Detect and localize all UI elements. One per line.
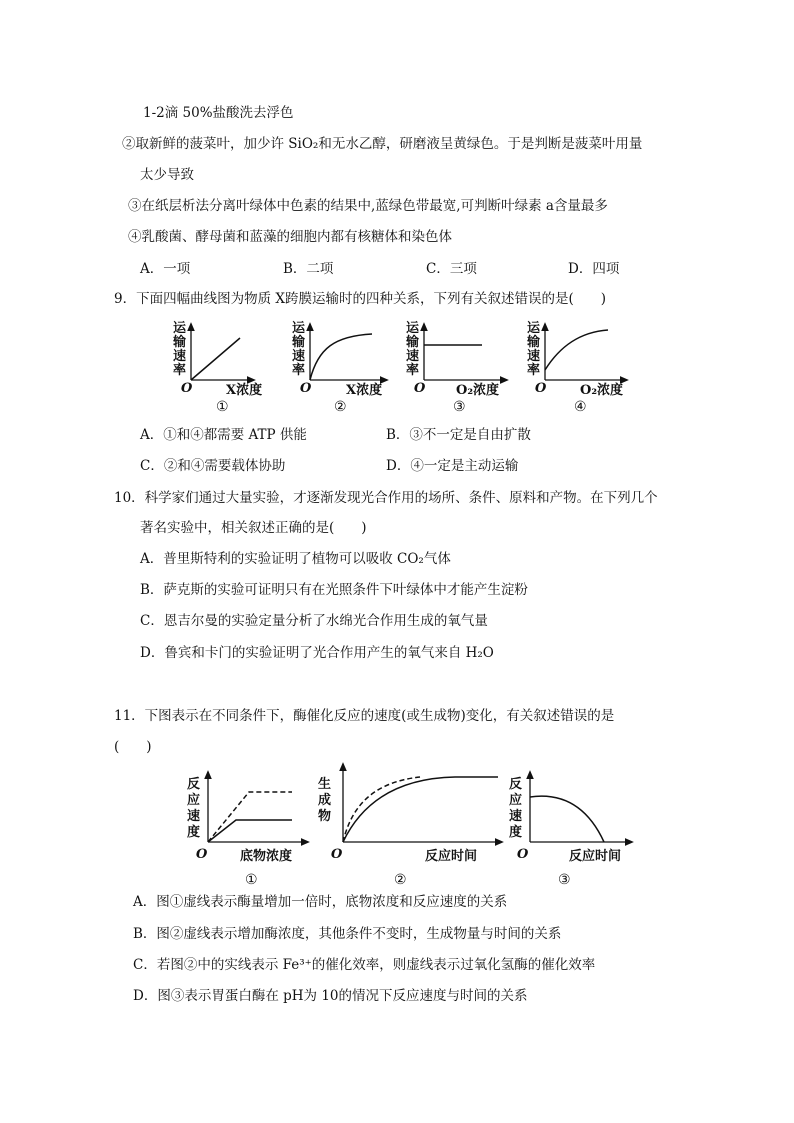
q8-line1: 1-2滴 50%盐酸洗去浮色 (143, 105, 294, 121)
q11-graph-3 (509, 774, 630, 888)
q11-option-a: A．图①虚线表示酶量增加一倍时，底物浓度和反应速度的关系 (133, 894, 508, 910)
q11-g1-xlabel: 底物浓度 (240, 849, 293, 864)
q11-option-b: B．图②虚线表示增加酶浓度，其他条件不变时，生成物量与时间的关系 (133, 926, 562, 942)
q11-g2-ylabel-2: 成 (318, 793, 332, 808)
q9-graph-2 (291, 320, 385, 415)
q10-stem-line1: 10．科学家们通过大量实验，才逐渐发现光合作用的场所、条件、原料和产物。在下列几个 (114, 490, 658, 506)
q9-g2-origin: O (300, 381, 312, 396)
q11-g1-dashed-curve (208, 792, 292, 842)
q11-g3-curve (530, 796, 604, 842)
q11-g2-number: ② (394, 872, 407, 888)
q10-option-c: C．恩吉尔曼的实验定量分析了水绵光合作用生成的氧气量 (140, 613, 488, 629)
q9-g1-ylabel-4: 率 (173, 363, 187, 378)
q11-g2-dashed-curve (343, 777, 420, 842)
q11-g2-ylabel-1: 生 (318, 777, 332, 792)
q9-graph-3 (405, 320, 505, 415)
q8-statement-2: ②取新鲜的菠菜叶，加少许 SiO₂和无水乙醇，研磨液呈黄绿色。于是判断是菠菜叶用量 (122, 136, 643, 152)
q11-graph-2 (318, 766, 500, 888)
q11-graph-1 (187, 774, 306, 888)
q9-stem: 9．下面四幅曲线图为物质 X跨膜运输时的四种关系，下列有关叙述错误的是( ) (114, 291, 607, 307)
q11-g2-ylabel-3: 物 (318, 809, 332, 824)
q9-graph-1 (172, 320, 262, 415)
q11-g3-xlabel: 反应时间 (569, 849, 622, 864)
q9-g2-ylabel-4: 率 (292, 363, 306, 378)
q9-option-a: A．①和④都需要 ATP 供能 (140, 427, 307, 443)
q9-g3-ylabel-1: 运 (406, 321, 420, 336)
q11-option-c: C．若图②中的实线表示 Fe³⁺的催化效率，则虚线表示过氧化氢酶的催化效率 (133, 957, 596, 973)
q9-g3-ylabel-4: 率 (406, 363, 420, 378)
q8-option-c: C．三项 (426, 261, 477, 277)
q11-figure (0, 758, 794, 890)
q11-g1-origin: O (196, 847, 208, 862)
q9-g1-number: ① (216, 399, 229, 415)
q9-g4-xlabel: O₂浓度 (580, 383, 624, 398)
q11-g1-ylabel-2: 应 (187, 793, 201, 808)
q8-option-a: A．一项 (140, 261, 191, 277)
q9-g2-curve (310, 334, 372, 380)
q9-option-d: D．④一定是主动运输 (386, 458, 519, 474)
q11-g1-ylabel-4: 度 (187, 825, 201, 840)
q9-g2-number: ② (334, 399, 347, 415)
q11-g2-xlabel: 反应时间 (425, 849, 478, 864)
q9-g1-ylabel-3: 速 (173, 349, 187, 364)
q11-g1-ylabel-1: 反 (187, 777, 201, 792)
q10-option-a: A．普里斯特利的实验证明了植物可以吸收 CO₂气体 (140, 551, 451, 567)
q9-g4-ylabel-1: 运 (527, 321, 541, 336)
q9-g1-xlabel: X浓度 (226, 383, 263, 398)
q11-g3-ylabel-2: 应 (509, 793, 523, 808)
q11-g3-ylabel-1: 反 (509, 777, 523, 792)
q8-statement-4: ④乳酸菌、酵母菌和蓝藻的细胞内都有核糖体和染色体 (128, 229, 452, 245)
q9-option-c: C．②和④需要载体协助 (140, 458, 286, 474)
q11-g1-solid-curve (208, 820, 292, 842)
q9-g3-xlabel: O₂浓度 (456, 383, 500, 398)
q9-g3-ylabel-2: 输 (406, 335, 420, 350)
q9-g1-ylabel-1: 运 (173, 321, 187, 336)
q10-option-d: D．鲁宾和卡门的实验证明了光合作用产生的氧气来自 H₂O (140, 645, 494, 661)
q8-statement-3: ③在纸层析法分离叶绿体中色素的结果中,蓝绿色带最宽,可判断叶绿素 a含量最多 (128, 198, 608, 214)
q11-g3-ylabel-4: 度 (509, 825, 523, 840)
q9-g1-curve (191, 338, 240, 380)
q11-g3-ylabel-3: 速 (509, 809, 523, 824)
q11-stem-line2: ( ) (114, 739, 152, 755)
q9-g2-ylabel-1: 运 (292, 321, 306, 336)
q9-g4-origin: O (535, 381, 547, 396)
q11-stem-line1: 11．下图表示在不同条件下，酶催化反应的速度(或生成物)变化，有关叙述错误的是 (114, 708, 615, 724)
q11-g2-origin: O (331, 847, 343, 862)
q9-g3-number: ③ (453, 399, 466, 415)
q9-g2-ylabel-3: 速 (292, 349, 306, 364)
q10-stem-line2: 著名实验中，相关叙述正确的是( ) (140, 520, 367, 536)
q10-option-b: B．萨克斯的实验可证明只有在光照条件下叶绿体中才能产生淀粉 (140, 582, 528, 598)
q8-option-b: B．二项 (283, 261, 334, 277)
q11-g1-number: ① (245, 872, 258, 888)
q11-option-d: D．图③表示胃蛋白酶在 pH为 10的情况下反应速度与时间的关系 (133, 988, 528, 1004)
q9-g4-curve (545, 330, 608, 370)
q9-g4-ylabel-2: 输 (527, 335, 541, 350)
q9-g1-origin: O (181, 381, 193, 396)
q11-g3-number: ③ (558, 872, 571, 888)
q9-g3-ylabel-3: 速 (406, 349, 420, 364)
q9-g4-ylabel-4: 率 (527, 363, 541, 378)
q9-g2-ylabel-2: 输 (292, 335, 306, 350)
q8-statement-2-cont: 太少导致 (140, 167, 194, 183)
q9-option-b: B．③不一定是自由扩散 (386, 427, 531, 443)
q9-graph-4 (526, 320, 625, 415)
q11-g1-ylabel-3: 速 (187, 809, 201, 824)
q9-g4-number: ④ (574, 399, 587, 415)
q8-option-d: D．四项 (568, 261, 620, 277)
q9-g1-ylabel-2: 输 (173, 335, 187, 350)
q11-g2-solid-curve (343, 777, 498, 842)
q9-figure (0, 318, 794, 418)
q11-g3-origin: O (517, 847, 529, 862)
q9-g4-ylabel-3: 速 (527, 349, 541, 364)
q9-g3-origin: O (414, 381, 426, 396)
q9-g2-xlabel: X浓度 (346, 383, 383, 398)
